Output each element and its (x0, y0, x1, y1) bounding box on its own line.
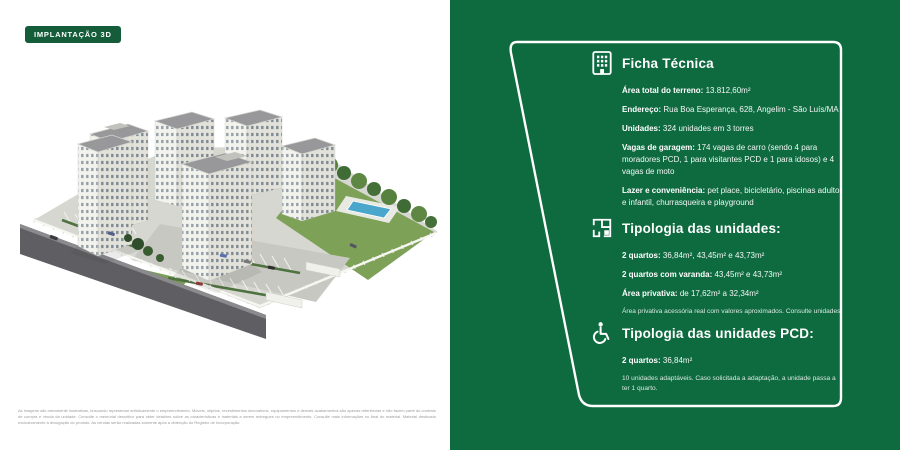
spec-value: 324 unidades em 3 torres (662, 124, 754, 133)
section-header (591, 50, 843, 76)
spec-label: Vagas de garagem: (622, 143, 695, 152)
spec-label: Área total do terreno: (622, 86, 704, 95)
spec-row (622, 104, 843, 116)
building-icon (591, 50, 613, 76)
spec-value: de 17,62m² a 32,34m² (679, 289, 759, 298)
section-items (622, 85, 843, 209)
section-title: Tipologia das unidades: (622, 220, 781, 236)
section-header (591, 215, 843, 241)
spec-label: 2 quartos com varanda: (622, 270, 713, 279)
spec-row (622, 250, 843, 262)
spec-value: pet place, bicicletário, piscinas adulto e infantil, churrasqueira e playground (622, 186, 840, 207)
fact-sheet-panel (450, 0, 900, 450)
spec-value: 36,84m² (662, 356, 693, 365)
site-plan-illustration (18, 96, 442, 342)
spec-value: 36,84m², 43,45m² e 43,73m² (662, 251, 765, 260)
section-items (622, 250, 843, 300)
spec-label: Lazer e conveniência: (622, 186, 706, 195)
legal-disclaimer: As imagens são meramente ilustrativas, buscando representar artisticamente o empreendimento. Móveis, objetos, revestimentos decorativos, equipamentos e demais acabamentos são apenas referências e não fazem parte do contrato de compra e venda da unidade. Consulte o memorial descritivo para obter detalhes sobre as características e materiais a serem entregues no empreendimento. Consulte mais informações no final do material. Material destinado exclusivamente à divulgação do produto. As vendas serão realizadas somente após a obtenção do Registro de Incorporação. (18, 408, 436, 425)
section-title: Tipologia das unidades PCD: (622, 325, 814, 341)
implantacao-3d-badge: IMPLANTAÇÃO 3D (25, 26, 121, 43)
tower-front-left (78, 135, 132, 256)
section-tipologia-pcd (591, 320, 843, 394)
tower-right-mid (282, 138, 335, 221)
spec-value: 174 vagas de carro (sendo 4 para moradores PCD, 1 para visitantes PCD e 1 para idosos) e 4 vagas de moto (622, 143, 835, 176)
spec-row (622, 355, 843, 367)
spec-value: 13.812,60m² (705, 86, 751, 95)
spec-row (622, 142, 843, 178)
spec-row (622, 288, 843, 300)
section-header (591, 320, 843, 346)
site-plan-3d-render (18, 96, 442, 342)
spec-value: 43,45m² e 43,73m² (714, 270, 783, 279)
wheelchair-icon (591, 320, 613, 346)
section-tipologia-unidades (591, 215, 843, 317)
tower-front-center (182, 152, 252, 281)
spec-row (622, 269, 843, 281)
section-ficha-tecnica (591, 50, 843, 216)
section-items (622, 355, 843, 367)
spec-label: Área privativa: (622, 289, 678, 298)
spec-label: Unidades: (622, 124, 661, 133)
section-note: 10 unidades adaptáveis. Caso solicitada a adaptação, a unidade passa a ter 1 quarto. (622, 375, 836, 393)
spec-row (622, 85, 843, 97)
spec-label: 2 quartos: (622, 251, 661, 260)
spec-row (622, 123, 843, 135)
spec-label: Endereço: (622, 105, 662, 114)
section-title: Ficha Técnica (622, 55, 714, 71)
section-note: Área privativa acessória real com valores aproximados. Consulte unidades. (622, 308, 843, 315)
spec-value: Rua Boa Esperança, 628, Angelim - São Luís/MA (663, 105, 839, 114)
spec-row (622, 185, 843, 209)
spec-label: 2 quartos: (622, 356, 661, 365)
floorplan-icon (591, 215, 613, 241)
